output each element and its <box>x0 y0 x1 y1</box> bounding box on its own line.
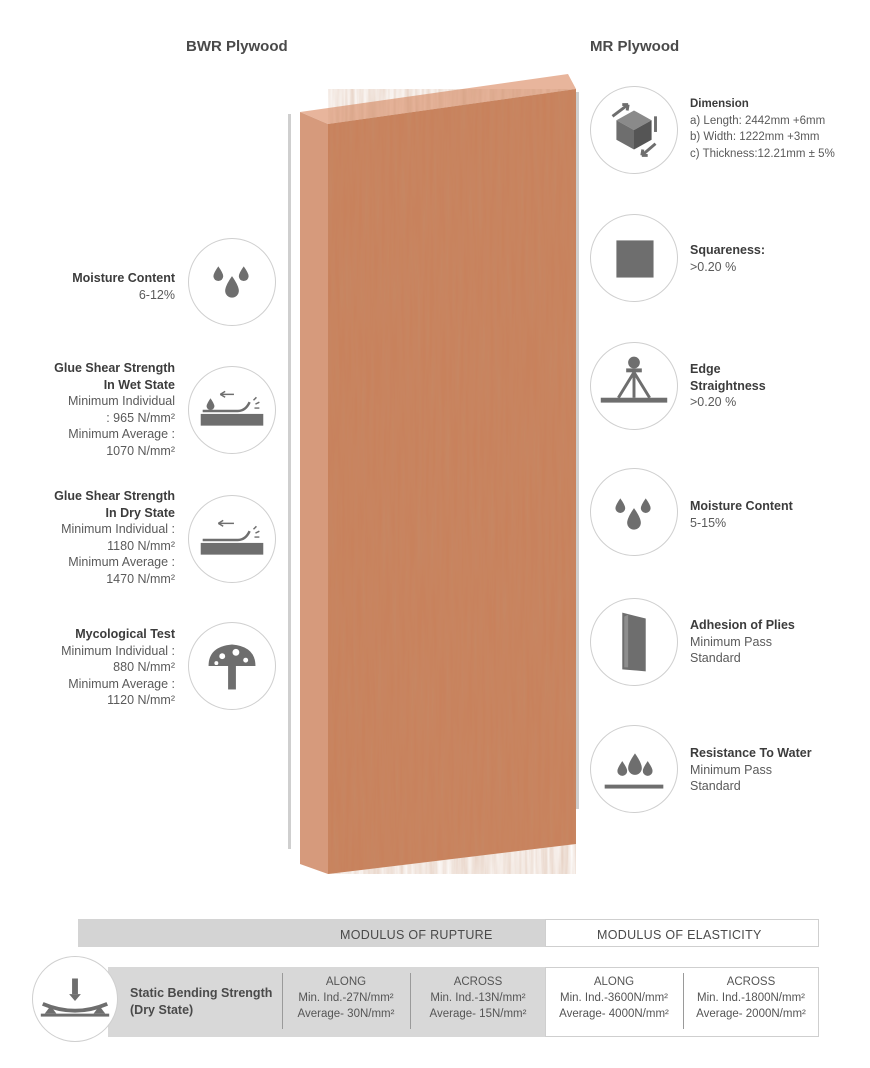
bending-icon-circle <box>32 956 118 1042</box>
adhesion-icon-circle <box>590 598 678 686</box>
modulus-of-rupture-header: MODULUS OF RUPTURE <box>340 928 493 942</box>
resistance-to-water-text: Resistance To Water Minimum Pass Standard <box>690 746 812 793</box>
water-drops-icon <box>189 239 275 325</box>
edge-straightness-text: Edge Straightness >0.20 % <box>690 362 766 409</box>
bending-test-icon <box>33 957 117 1041</box>
mycological-test-text: Mycological Test Minimum Individual : 880 N/mm² Minimum Average : 1120 N/mm² <box>61 627 175 707</box>
glue-shear-wet-icon <box>189 367 275 453</box>
glue-wet-icon-circle <box>188 366 276 454</box>
moisture-content-right: Moisture Content 5-15% <box>690 499 793 530</box>
column-separator <box>410 973 411 1029</box>
rupture-across-cell: ACROSS Min. Ind.-13N/mm² Average- 15N/mm² <box>429 976 527 1020</box>
modulus-of-elasticity-header: MODULUS OF ELASTICITY <box>597 928 762 942</box>
left-divider-line <box>288 114 291 849</box>
column-separator <box>683 973 684 1029</box>
glue-dry-icon-circle <box>188 495 276 583</box>
square-icon <box>591 215 677 301</box>
glue-shear-dry-icon <box>189 496 275 582</box>
column-separator <box>282 973 283 1029</box>
static-bending-strength-label: Static Bending Strength (Dry State) <box>130 986 273 1017</box>
glue-shear-dry-text: Glue Shear Strength In Dry State Minimum Individual : 1180 N/mm² Minimum Average : 1470 N/mm² <box>54 489 175 586</box>
dimension-text: Dimension a) Length: 2442mm +6mm b) Width: 1222mm +3mm c) Thickness:12.21mm ± 5% <box>690 98 835 160</box>
elasticity-across-cell: ACROSS Min. Ind.-1800N/mm² Average- 2000N/mm² <box>696 976 806 1020</box>
moisture-content-left: Moisture Content 6-12% <box>72 271 175 302</box>
ply-sheet-icon <box>591 599 677 685</box>
elasticity-along-cell: ALONG Min. Ind.-3600N/mm² Average- 4000N/mm² <box>559 976 669 1020</box>
glue-shear-wet-text: Glue Shear Strength In Wet State Minimum Individual : 965 N/mm² Minimum Average : 1070 N/mm² <box>54 361 175 458</box>
adhesion-of-plies-text: Adhesion of Plies Minimum Pass Standard <box>690 618 795 665</box>
edge-straightness-icon-circle <box>590 342 678 430</box>
mycological-icon-circle <box>188 622 276 710</box>
water-drops-icon <box>591 469 677 555</box>
squareness-text: Squareness: >0.20 % <box>690 243 766 274</box>
moisture-icon-circle-left <box>188 238 276 326</box>
rupture-along-cell: ALONG Min. Ind.-27N/mm² Average- 30N/mm² <box>297 976 395 1020</box>
plywood-board-image <box>298 74 578 874</box>
dimension-icon-circle <box>590 86 678 174</box>
water-resistance-icon <box>591 726 677 812</box>
mr-plywood-heading: MR Plywood <box>590 38 680 55</box>
moisture-icon-circle-right <box>590 468 678 556</box>
mushroom-icon <box>189 623 275 709</box>
dimension-cube-icon <box>591 87 677 173</box>
surveyor-tripod-icon <box>591 343 677 429</box>
squareness-icon-circle <box>590 214 678 302</box>
water-resistance-icon-circle <box>590 725 678 813</box>
bwr-plywood-heading: BWR Plywood <box>186 38 288 55</box>
